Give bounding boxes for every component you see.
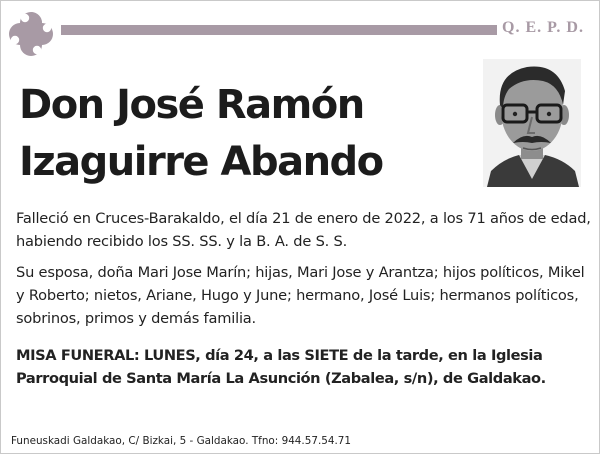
qepd-badge: Q. E. P. D. [502,19,584,36]
funeral-home-footer: Funeuskadi Galdakao, C/ Bizkai, 5 - Galdakao. Tfno: 944.57.54.71 [11,435,351,447]
portrait-photo [483,59,581,187]
portrait-illustration [483,59,581,187]
deceased-name-line1: Don José Ramón [19,82,364,128]
header-bar [61,25,497,35]
death-announcement-paragraph: Falleció en Cruces-Barakaldo, el día 21 de enero de 2022, a los 71 años de edad, habiendo recibido los SS. SS. y la B. A. de S. S. [16,210,591,250]
lauburu-icon [5,8,57,60]
deceased-name-line2: Izaguirre Abando [19,139,383,185]
family-paragraph: Su esposa, doña Mari Jose Marín; hijas, Mari Jose y Arantza; hijos políticos, Mikel y Roberto; nietos, Ariane, Hugo y June; hermano, José Luis; hermanos políticos, sobrinos, primos y demás familia. [16,264,585,327]
funeral-mass-paragraph: MISA FUNERAL: LUNES, día 24, a las SIETE de la tarde, en la Iglesia Parroquial de Santa María La Asunción (Zabalea, s/n), de Galdakao. [16,347,546,387]
